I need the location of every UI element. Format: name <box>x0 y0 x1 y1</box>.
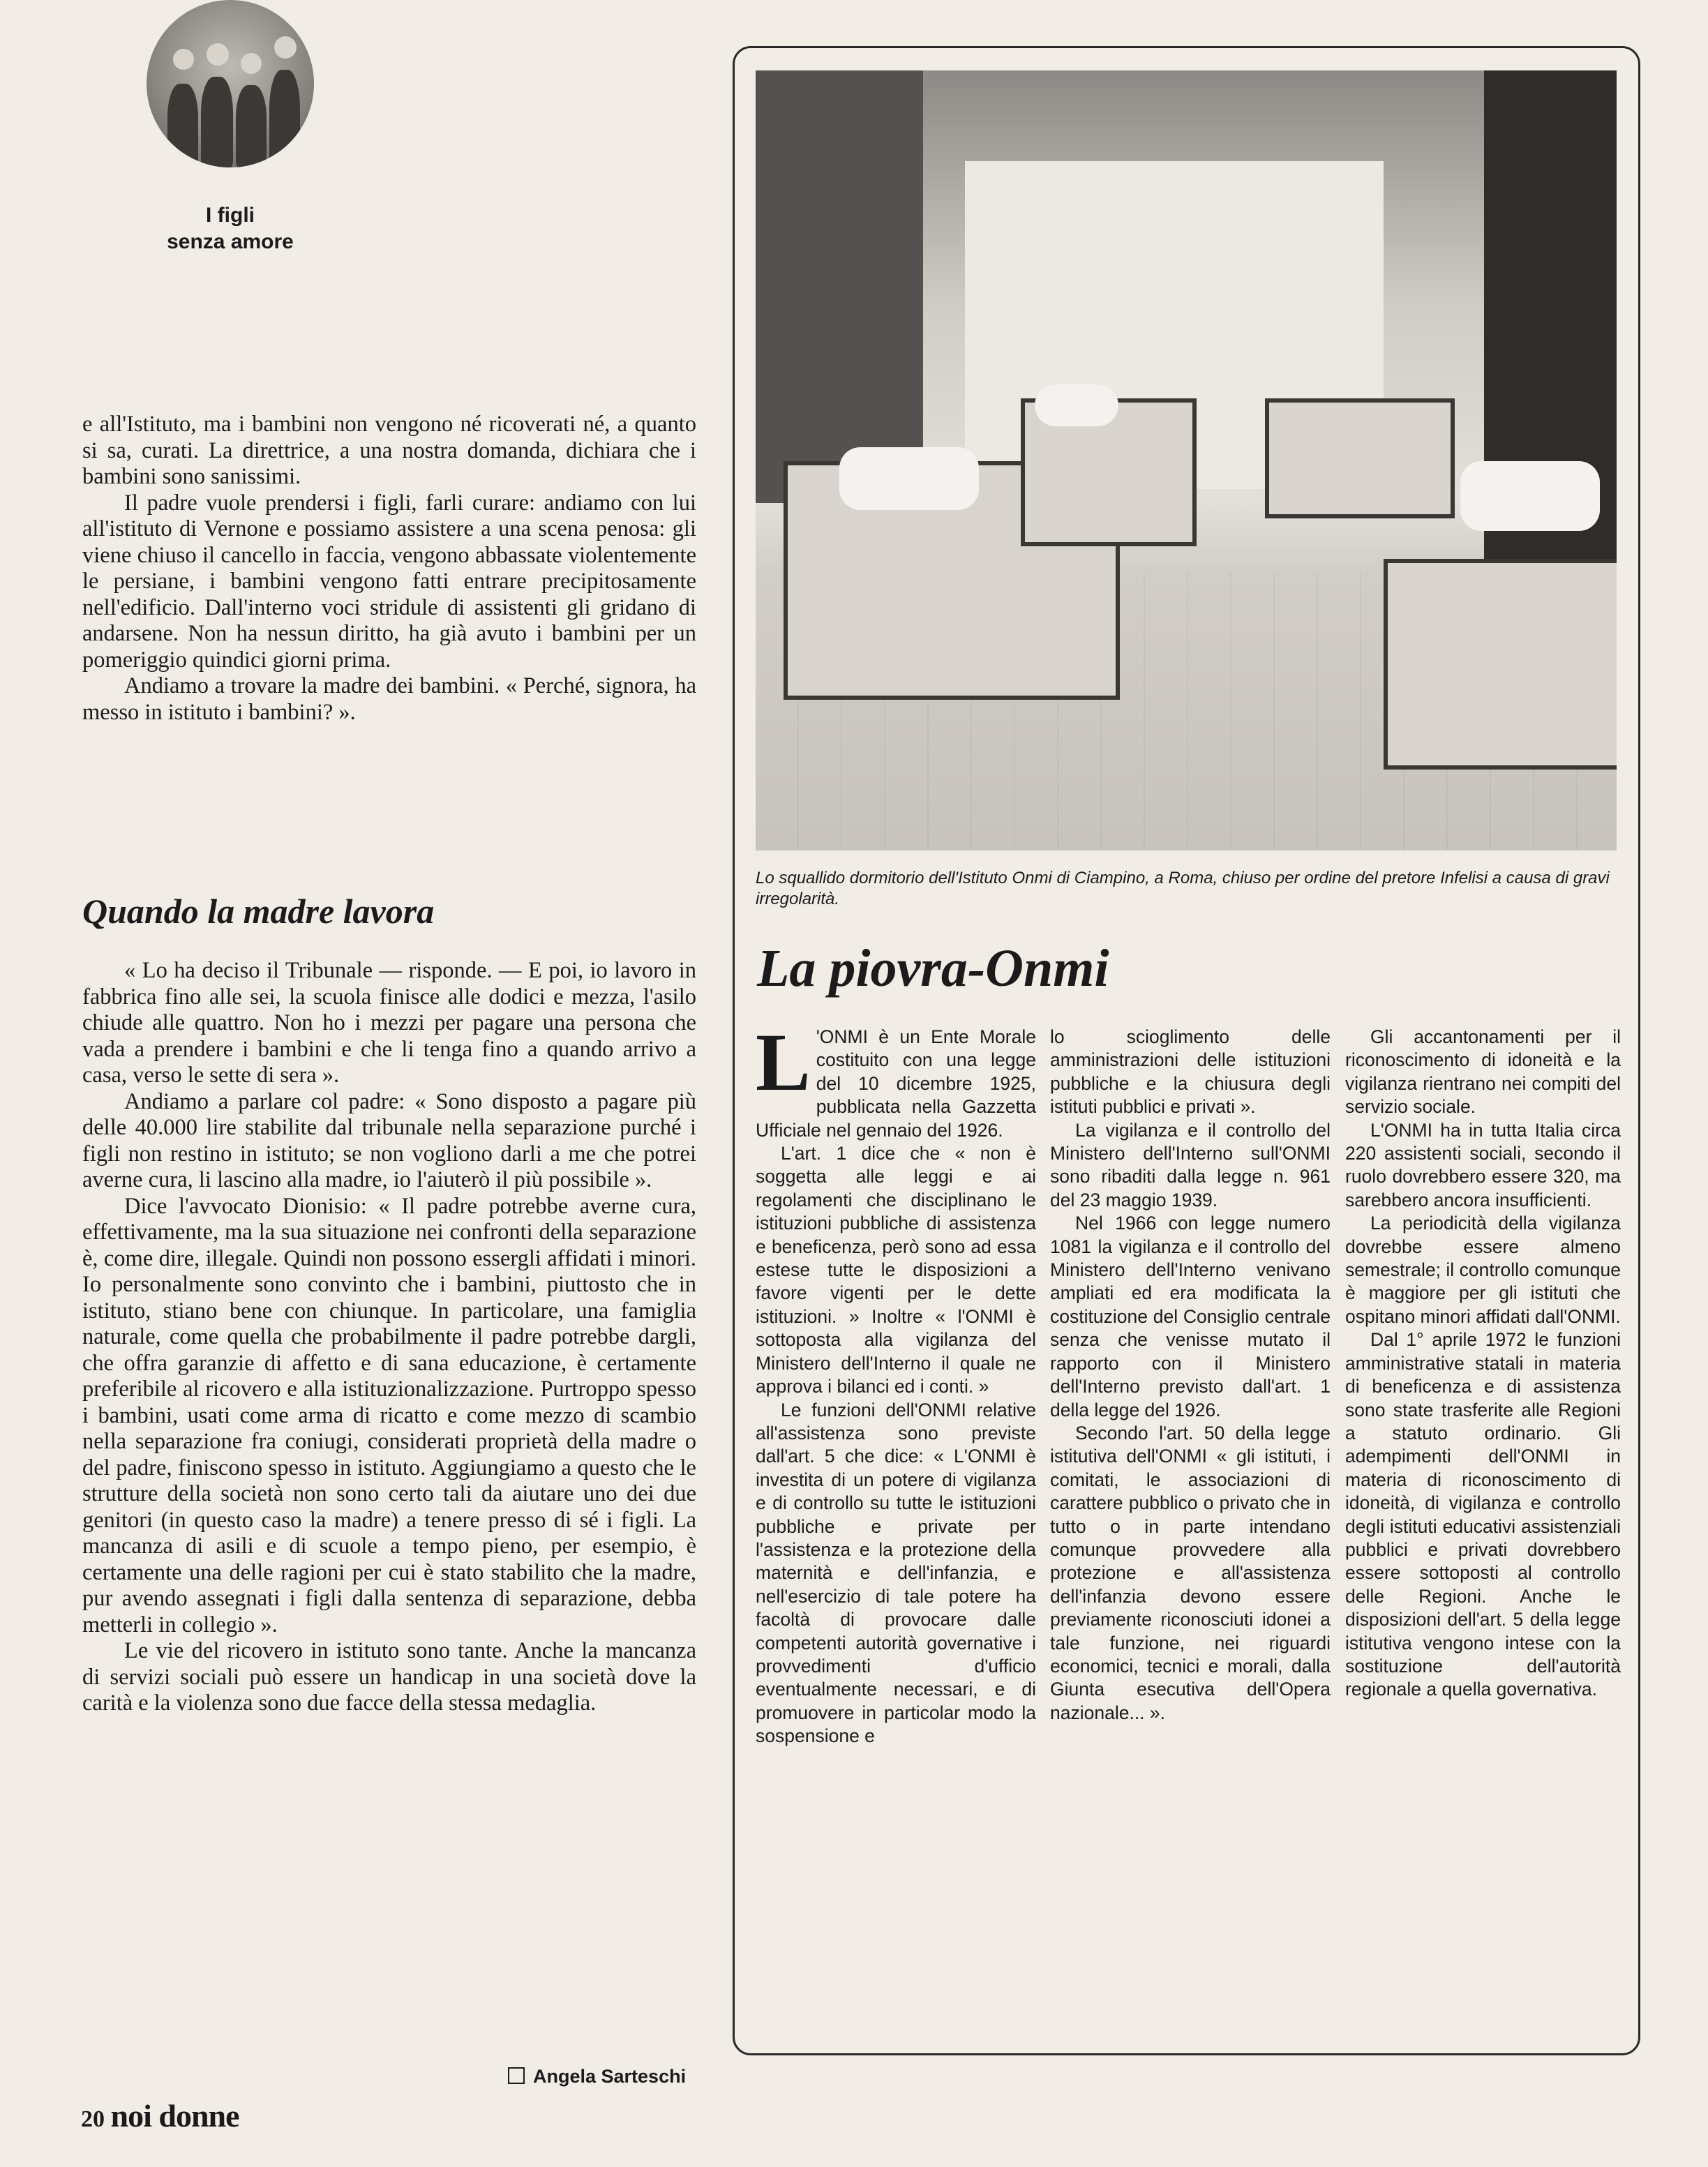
bed-shape <box>1265 398 1455 518</box>
dormitory-photo <box>756 70 1617 850</box>
photo-caption: Lo squallido dormitorio dell'Istituto Onmi di Ciampino, a Roma, chiuso per ordine del pretore Infelisi a causa di gravi irregolarità. <box>756 869 1610 908</box>
paragraph: La periodicità della vigilanza dovrebbe essere almeno semestrale; il controllo comunque è maggiore per gli istituti che ospitano minori affidati dall'ONMI. <box>1345 1213 1621 1327</box>
paragraph: L 'ONMI è un Ente Morale costituito con una legge del 10 dicembre 1925, pubblicata nella Gazzetta Ufficiale nel gennaio del 1926. <box>756 1017 1036 1141</box>
paragraph: Il padre vuole prendersi i figli, farli curare: andiamo con lui all'istituto di Vernone e possiamo assistere a una scena penosa: gli viene chiuso il cancello in faccia, vengono abbassate violentemente le persiane, i bambini vengono fatti entrare precipitosamente nell'edificio. Dall'interno voci stridule di assistenti gli gridano di andarsene. Non ha nessun diritto, ha già avuto i bambini per un pomeriggio quindici giorni prima. <box>82 490 696 673</box>
box-column-1 <box>756 1017 1036 1748</box>
page-footer <box>81 2097 239 2134</box>
paragraph: e all'Istituto, ma i bambini non vengono né ricoverati né, a quanto si sa, curati. La direttrice, a una nostra domanda, dichiara che i bambini sono sanissimi. <box>82 412 696 489</box>
end-mark-icon <box>508 2067 525 2084</box>
box-title: La piovra-Onmi <box>757 939 1109 998</box>
paragraph: Le vie del ricovero in istituto sono tante. Anche la mancanza di servizi sociali può essere un handicap in una società dove la carità e la violenza sono due facce della stessa medaglia. <box>82 1638 696 1716</box>
subheading: Quando la madre lavora <box>82 892 435 931</box>
paragraph: Dal 1° aprile 1972 le funzioni amministrative statali in materia di beneficenza e di assistenza sono state trasferite alle Regioni a statuto ordinario. Gli adempimenti dell'ONMI in materia di riconoscimento di idoneità, di vigilanza e controllo degli istituti educativi assistenziali pubblici e privati dovrebbero essere sottoposti al controllo delle Regioni. Anche le disposizioni dell'art. 5 della legge istitutiva vengono intese con la sostituzione dell'autorità regionale a quella governativa. <box>1345 1329 1621 1700</box>
paragraph: La vigilanza e il controllo del Ministero dell'Interno sull'ONMI sono ribaditi dalla legge n. 961 del 23 maggio 1939. <box>1050 1119 1331 1210</box>
bed-shape <box>1384 559 1617 770</box>
paragraph: Nel 1966 con legge numero 1081 la vigilanza e il controllo del Ministero dell'Interno venivano ampliati ed era modificata la costituzione del Consiglio centrale senza che venisse mutato il rapporto con il Ministero dell'Interno previsto dall'art. 1 della legge del 1926. <box>1050 1213 1331 1420</box>
box-column-3 <box>1345 1026 1621 1702</box>
pillow-shape <box>839 447 979 510</box>
paragraph: Andiamo a parlare col padre: « Sono disposto a pagare più delle 40.000 lire stabilite dal tribunale nella separazione purché i figli non restino in istituto; se non vogliono darli a me che potrei averne cura, li lascino alla madre, io l'aiuterò il più possibile ». <box>82 1088 696 1192</box>
section-label-line1: I figli <box>206 204 255 227</box>
children-photo-badge <box>147 0 314 167</box>
paragraph: Andiamo a trovare la madre dei bambini. « Perché, signora, ha messo in istituto i bambini? ». <box>82 673 696 725</box>
drop-cap: L <box>756 1017 811 1108</box>
page-number: 20 <box>81 2106 105 2132</box>
section-label-line2: senza amore <box>167 230 294 253</box>
paragraph: Le funzioni dell'ONMI relative all'assistenza sono previste dall'art. 5 che dice: « L'ONMI è investita di un potere di vigilanza e di controllo su tutte le istituzioni pubbliche e private per l'assistenza e la protezione della maternità e dell'infanzia, e nell'esercizio di tale potere ha facoltà di provocare dalle competenti autorità governative i provvedimenti d'ufficio eventualmente necessari, e di promuovere in particolar modo la sospensione e <box>756 1399 1036 1747</box>
paragraph: « Lo ha deciso il Tribunale — risponde. — E poi, io lavoro in fabbrica fino alle sei, la scuola finisce alle dodici e mezza, l'asilo chiude alle quattro. Non ho i mezzi per pagare una persona che vada a prendere i bambini e che li tenga fino a quando arrivo a casa, verso le sette di sera ». <box>82 958 696 1088</box>
paragraph: lo scioglimento delle amministrazioni delle istituzioni pubbliche e la chiusura degli istituti pubblici e privati ». <box>1050 1026 1331 1118</box>
box-column-2 <box>1050 1026 1331 1725</box>
paragraph: Dice l'avvocato Dionisio: « Il padre potrebbe averne cura, effettivamente, ma la sua situazione nei confronti della separazione è, come dire, illegale. Quindi non possono essergli affidati i minori. Io personalmente sono convinto che i bambini, piuttosto che in istituto, stiano bene con chiunque. In particolare, una famiglia naturale, come quella che probabilmente il padre potrebbe dargli, che offra garanzie di affetto e di sana educazione, è certamente preferibile al ricovero e alla istituzionalizzazione. Purtroppo spesso i bambini, usati come arma di ricatto e come mezzo di scambio nella separazione fra coniugi, considerati proprietà della madre o del padre, finiscono spesso in istituto. Aggiungiamo a questo che le strutture della società non sono certo tali da aiutare uno dei due genitori (in questo caso la madre) a tenere presso di sé i figli. La mancanza di asili e di scuole a tempo pieno, per esempio, è certamente una delle ragioni per cui è stato stabilito che la madre, pur avendo assegnati i figli dalla sentenza di separazione, debba metterli in collegio ». <box>82 1193 696 1637</box>
left-article-bottom <box>82 958 696 1717</box>
paragraph: L'ONMI ha in tutta Italia circa 220 assistenti sociali, secondo il ruolo dovrebbero essere 320, ma sarebbero ancora insufficienti. <box>1345 1119 1621 1210</box>
magazine-logo: noi donne <box>110 2098 239 2134</box>
author-name: Angela Sarteschi <box>533 2066 687 2087</box>
author-signature <box>508 2065 686 2087</box>
left-article-top <box>82 412 696 726</box>
section-label <box>140 202 321 255</box>
window-shape <box>756 70 923 503</box>
paragraph: Secondo l'art. 50 della legge istitutiva dell'ONMI « gli istituti, i comitati, le associazioni di carattere pubblico o privato che in tutto o in parte intendano comunque provvedere alla protezione e all'assistenza dell'infanzia devono essere previamente riconosciuti idonei a tale funzione, nei riguardi economici, tecnici e morali, dalla Giunta esecutiva dell'Opera nazionale... ». <box>1050 1422 1331 1723</box>
paragraph: Gli accantonamenti per il riconoscimento di idoneità e la vigilanza rientrano nei compiti del servizio sociale. <box>1345 1026 1621 1118</box>
pillow-shape <box>1460 461 1600 531</box>
paragraph: L'art. 1 dice che « non è soggetta alle leggi e ai regolamenti che disciplinano le istituzioni pubbliche di assistenza e beneficenza, però sono ad essa estese tutte le disposizioni a favore vigenti per le dette istituzioni. » Inoltre « l'ONMI è sottoposta alla vigilanza del Ministero dell'Interno il quale ne approva i bilanci ed i conti. » <box>756 1143 1036 1397</box>
pillow-shape <box>1035 384 1118 426</box>
